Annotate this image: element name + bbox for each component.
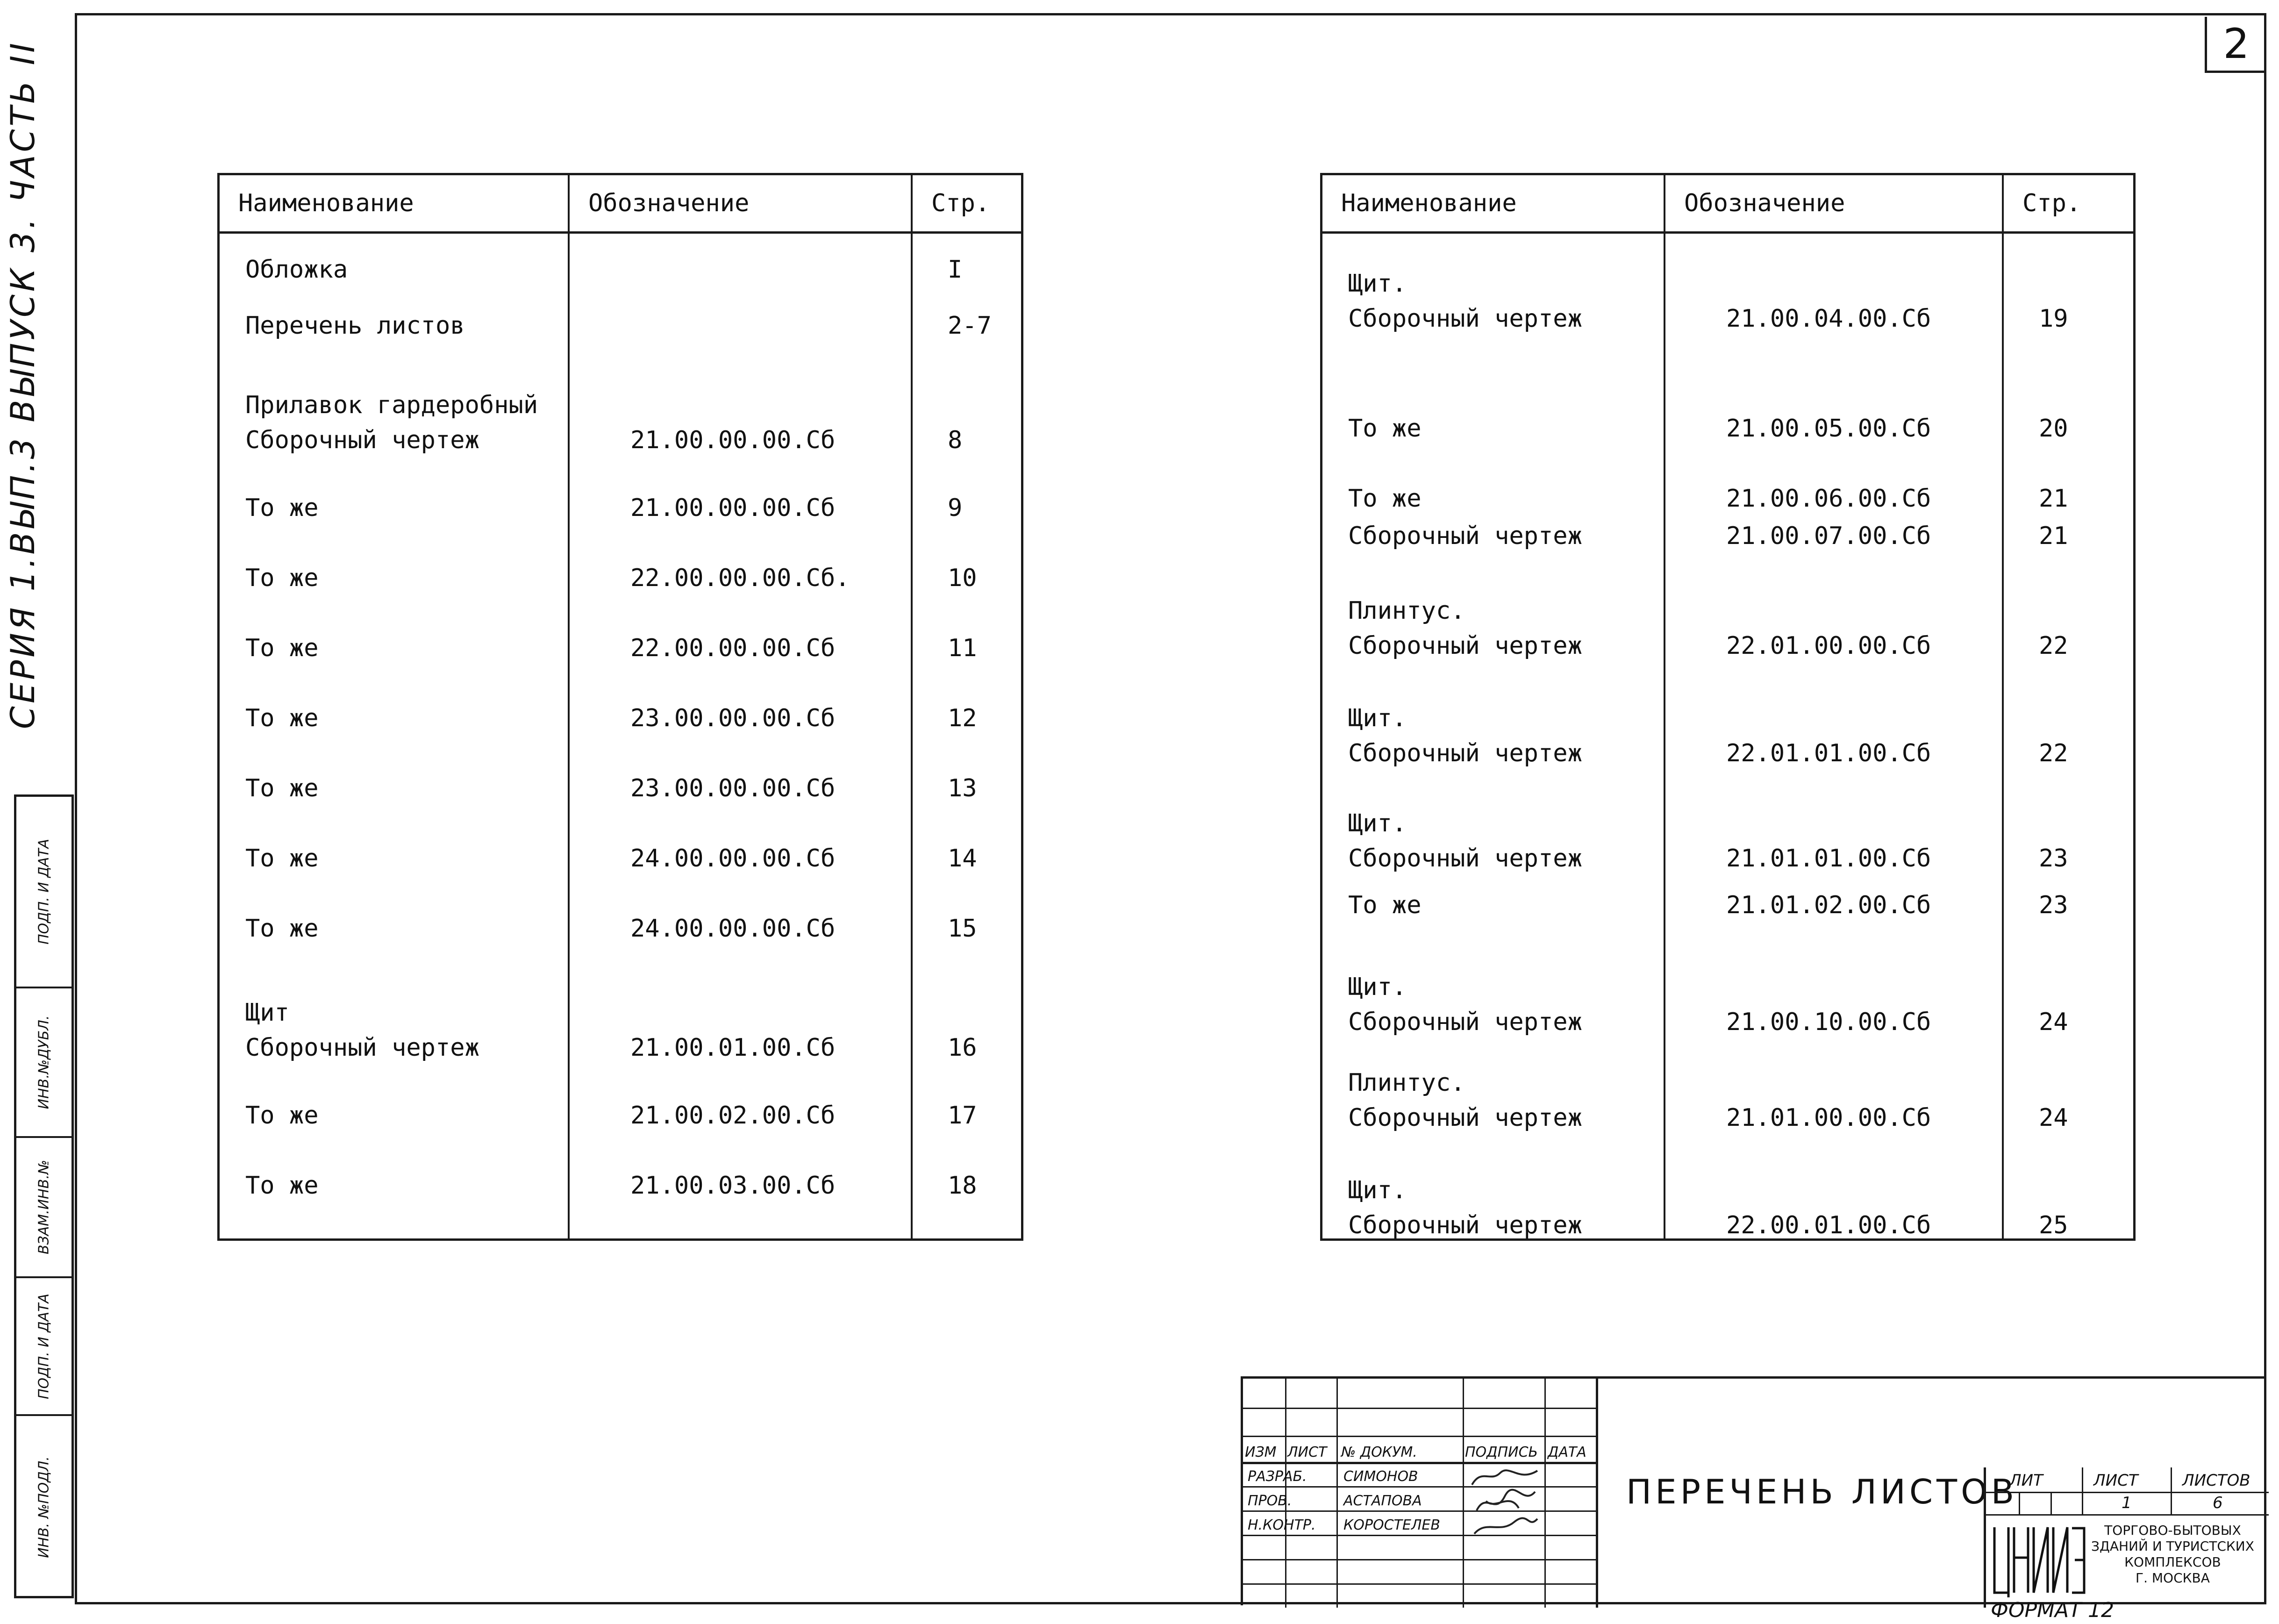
lit-label: ЛИТ	[2009, 1471, 2043, 1490]
row-page: 17	[948, 1102, 977, 1130]
row-name: То же	[1348, 415, 1422, 443]
row-name: То же	[245, 494, 319, 522]
row-name: То же	[245, 704, 319, 732]
side-stamp	[14, 794, 74, 1598]
sheet-label: ЛИСТ	[2093, 1471, 2138, 1490]
column-name	[1322, 233, 1665, 1240]
organization-logo	[1991, 1523, 2089, 1600]
row-name: Плинтус. Сборочный чертеж	[1348, 597, 1582, 660]
format-label: ФОРМАТ 12	[1991, 1598, 2114, 1622]
name-developed: СИМОНОВ	[1343, 1468, 1418, 1485]
header-doc-number: № ДОКУМ.	[1341, 1444, 1417, 1460]
side-cell-vzam-inv: ВЗАМ.ИНВ.№	[16, 1138, 71, 1278]
series-label: СЕРИЯ 1.ВЫП.3 ВЫПУСК 3. ЧАСТЬ II	[4, 40, 42, 729]
row-name: То же	[245, 564, 319, 592]
column-header-page: Стр.	[2003, 174, 2135, 233]
sheets-label: ЛИСТОВ	[2182, 1471, 2250, 1490]
row-page: 24	[2039, 1104, 2068, 1132]
row-page: 15	[948, 915, 977, 943]
row-name: То же	[245, 844, 319, 873]
row-name: Обложка	[245, 256, 348, 284]
row-name: То же	[1348, 485, 1422, 513]
row-name: То же	[245, 1102, 319, 1130]
header-signature: ПОДПИСЬ	[1465, 1444, 1538, 1460]
row-designation: 21.01.02.00.Сб	[1726, 891, 1931, 919]
row-designation: 21.00.00.00.Сб	[630, 494, 836, 522]
row-name: Плинтус. Сборочный чертеж	[1348, 1069, 1582, 1132]
row-name: То же	[245, 1172, 319, 1200]
column-header-designation: Обозначение	[569, 174, 912, 233]
row-page: 22	[2039, 632, 2068, 660]
row-designation: 22.01.01.00.Сб	[1726, 739, 1931, 767]
sheet-list-table-right	[1320, 173, 2136, 1241]
role-checked: ПРОВ.	[1248, 1493, 1292, 1509]
column-name	[219, 233, 569, 1240]
side-cell-inv-podl: ИНВ. №ПОДЛ.	[36, 1456, 52, 1558]
row-designation: 21.00.02.00.Сб	[630, 1102, 836, 1130]
row-page: 19	[2039, 305, 2068, 333]
row-page: 20	[2039, 415, 2068, 443]
row-designation: 21.00.00.00.Сб	[630, 426, 836, 454]
name-norm-control: КОРОСТЕЛЕВ	[1343, 1517, 1440, 1533]
row-name: Перечень листов	[245, 312, 465, 340]
row-designation: 21.00.05.00.Сб	[1726, 415, 1931, 443]
row-designation: 22.00.00.00.Сб.	[630, 564, 850, 592]
row-designation: 21.00.06.00.Сб	[1726, 485, 1931, 513]
row-page: I	[948, 256, 963, 284]
name-checked: АСТАПОВА	[1343, 1493, 1422, 1509]
row-page: 10	[948, 564, 977, 592]
column-designation	[1665, 233, 2003, 1240]
sheet-info-box	[1984, 1467, 2269, 1608]
row-name: Щит. Сборочный чертеж	[1348, 704, 1582, 767]
row-name: То же	[245, 634, 319, 662]
sheet-value: 1	[2122, 1494, 2132, 1512]
row-page: 16	[948, 1034, 977, 1062]
role-norm-control: Н.КОНТР.	[1248, 1517, 1316, 1533]
row-designation: 21.01.01.00.Сб	[1726, 844, 1931, 873]
row-page: 2-7	[948, 312, 992, 340]
row-name: Щит. Сборочный чертеж	[1348, 270, 1582, 333]
column-header-name: Наименование	[219, 174, 569, 233]
side-cell-podp-data-2: ПОДП. И ДАТА	[16, 797, 71, 988]
row-page: 11	[948, 634, 977, 662]
row-page: 23	[2039, 844, 2068, 873]
sheet-list-table-left	[217, 173, 1023, 1241]
column-designation	[569, 233, 912, 1240]
row-name: Прилавок гардеробный Сборочный чертеж	[245, 391, 538, 454]
document-title: ПЕРЕЧЕНЬ ЛИСТОВ	[1626, 1472, 2018, 1511]
sheet-number: 2	[2205, 17, 2265, 73]
row-designation: 22.00.00.00.Сб	[630, 634, 836, 662]
row-name: Щит. Сборочный чертеж	[1348, 809, 1582, 873]
row-name: Щит. Сборочный чертеж	[1348, 1176, 1582, 1239]
sheets-value: 6	[2213, 1494, 2223, 1512]
column-header-name: Наименование	[1322, 174, 1665, 233]
header-list: ЛИСТ	[1287, 1444, 1327, 1460]
row-designation: 21.00.03.00.Сб	[630, 1172, 836, 1200]
row-page: 18	[948, 1172, 977, 1200]
organization-name: ТОРГОВО-БЫТОВЫХ ЗДАНИЙ И ТУРИСТСКИХ КОМПЛЕКСОВ Г. МОСКВА	[2091, 1523, 2254, 1586]
side-cell-podp-data-1: ПОДП. И ДАТА	[16, 1278, 71, 1416]
row-designation: 22.00.01.00.Сб	[1726, 1211, 1931, 1239]
row-page: 24	[2039, 1008, 2068, 1036]
column-page	[2003, 233, 2135, 1240]
role-developed: РАЗРАБ.	[1248, 1468, 1307, 1485]
row-name: То же	[245, 774, 319, 802]
row-page: 9	[948, 494, 963, 522]
row-designation: 22.01.00.00.Сб	[1726, 632, 1931, 660]
header-date: ДАТА	[1548, 1444, 1586, 1460]
column-header-designation: Обозначение	[1665, 174, 2003, 233]
row-name: То же	[245, 915, 319, 943]
signatures-image	[1467, 1464, 1542, 1538]
row-page: 23	[2039, 891, 2068, 919]
title-block-grid	[1243, 1379, 1598, 1608]
table-header-row	[219, 174, 1022, 233]
column-page	[912, 233, 1022, 1240]
row-page: 14	[948, 844, 977, 873]
table-header-row	[1322, 174, 2135, 233]
row-designation: 24.00.00.00.Сб	[630, 844, 836, 873]
row-name: То же	[1348, 891, 1422, 919]
column-header-page: Стр.	[912, 174, 1022, 233]
header-izm: ИЗМ	[1245, 1444, 1277, 1460]
row-name: Сборочный чертеж	[1348, 522, 1582, 550]
row-page: 25	[2039, 1211, 2068, 1239]
row-page: 12	[948, 704, 977, 732]
row-designation: 23.00.00.00.Сб	[630, 704, 836, 732]
title-block	[1241, 1376, 2266, 1605]
row-designation: 21.00.04.00.Сб	[1726, 305, 1931, 333]
row-name: Щит Сборочный чертеж	[245, 999, 479, 1062]
row-page: 21	[2039, 522, 2068, 550]
row-designation: 23.00.00.00.Сб	[630, 774, 836, 802]
row-page: 8	[948, 426, 963, 454]
row-page: 21	[2039, 485, 2068, 513]
row-designation: 21.00.10.00.Сб	[1726, 1008, 1931, 1036]
side-cell-inv-dubl: ИНВ.№ДУБЛ.	[16, 988, 71, 1138]
row-designation: 21.00.07.00.Сб	[1726, 522, 1931, 550]
row-page: 22	[2039, 739, 2068, 767]
row-designation: 21.00.01.00.Сб	[630, 1034, 836, 1062]
row-name: Щит. Сборочный чертеж	[1348, 973, 1582, 1036]
row-designation: 24.00.00.00.Сб	[630, 915, 836, 943]
row-page: 13	[948, 774, 977, 802]
row-designation: 21.01.00.00.Сб	[1726, 1104, 1931, 1132]
